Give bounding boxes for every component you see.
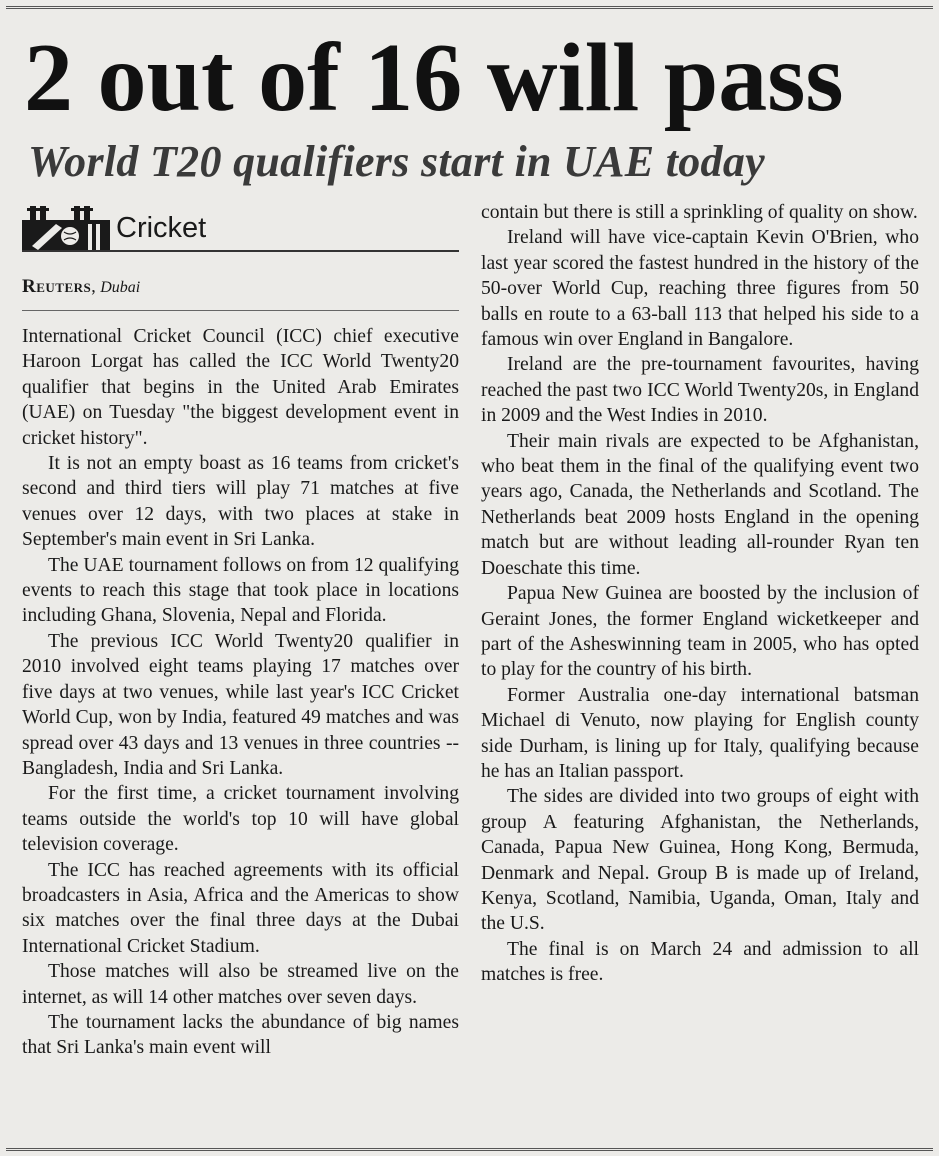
section-kicker <box>22 200 459 254</box>
article-paragraph: contain but there is still a sprinkling of quality on show. <box>481 202 918 223</box>
bottom-rule <box>6 1148 933 1151</box>
article-paragraph: Their main rivals are expected to be Afghanistan, who beat them in the final of the qualifying event two years ago, Canada, the Netherlands and Scotland. The Netherlands beat 2009 hosts England in the opening match but are without leading all-rounder Ryan ten Doeschate this time. <box>481 430 919 579</box>
cricket-bat-ball-icon <box>22 206 110 250</box>
article-paragraph: Ireland are the pre-tournament favourites, having reached the past two ICC World Twenty20s, in England in 2009 and the West Indies in 2010. <box>481 354 919 427</box>
section-label: Cricket <box>116 212 207 244</box>
article-paragraph: It is not an empty boast as 16 teams from cricket's second and third tiers will play 71 matches at five venues over 12 days, with two places at stake in September's main event in Sri Lanka. <box>22 453 459 551</box>
article-paragraph: The sides are divided into two groups of eight with group A featuring Afghanistan, the Netherlands, Canada, Papua New Guinea, Hong Kong, Bermuda, Denmark and Nepal. Group B is made up of Ireland, Kenya, Scotland, Namibia, Uganda, Oman, Italy and the U.S. <box>481 786 919 935</box>
article-paragraph: Those matches will also be streamed live on the internet, as will 14 other matches over seven days. <box>22 961 459 1008</box>
article-paragraph: Former Australia one-day international batsman Michael di Venuto, now playing for English county side Durham, is lining up for Italy, qualifying because he has an Italian passport. <box>481 684 919 782</box>
article-column-left <box>22 324 459 1061</box>
kicker-rule <box>22 250 459 252</box>
article-column-right <box>481 200 919 988</box>
article-paragraph: The UAE tournament follows on from 12 qualifying events to reach this stage that took place in locations including Ghana, Slovenia, Nepal and Florida. <box>22 554 459 627</box>
article-paragraph: The tournament lacks the abundance of big names that Sri Lanka's main event will <box>22 1011 459 1059</box>
subheadline: World T20 qualifiers start in UAE today <box>28 137 765 186</box>
article-paragraph: The ICC has reached agreements with its official broadcasters in Asia, Africa and the Americas to show six matches over the final three days at the Dubai International Cricket Stadium. <box>22 859 459 957</box>
byline-rule <box>22 310 459 311</box>
byline <box>22 274 459 300</box>
article-paragraph: Papua New Guinea are boosted by the inclusion of Geraint Jones, the former England wicketkeeper and part of the Asheswinning team in 2005, who has opted to play for the country of his birth. <box>481 583 919 681</box>
top-rule <box>6 6 933 9</box>
article-paragraph: For the first time, a cricket tournament involving teams outside the world's top 10 will have global television coverage. <box>22 783 459 856</box>
article-paragraph: Ireland will have vice-captain Kevin O'Brien, who last year scored the fastest hundred in the history of the 50-over World Cup, reaching three figures from 50 balls en route to a 63-ball 113 that helped his side to a famous win over England in Bangalore. <box>481 227 919 351</box>
byline-place: Dubai <box>100 279 141 296</box>
article-paragraph: The previous ICC World Twenty20 qualifier in 2010 involved eight teams playing 17 matches over five days at two venues, while last year's ICC Cricket World Cup, won by India, featured 49 matches and was spread over 43 days and 13 venues in three countries -- Bangladesh, India and Sri Lanka. <box>22 630 459 779</box>
byline-agency: Reuters <box>22 276 92 297</box>
byline-separator: , <box>91 276 96 296</box>
article-paragraph: International Cricket Council (ICC) chief executive Haroon Lorgat has called the ICC World Twenty20 qualifier that begins in the United Arab Emirates (UAE) on Tuesday "the biggest development event in cricket history". <box>22 326 459 449</box>
article-paragraph: The final is on March 24 and admission to all matches is free. <box>481 938 919 986</box>
headline: 2 out of 16 will pass <box>24 24 844 132</box>
